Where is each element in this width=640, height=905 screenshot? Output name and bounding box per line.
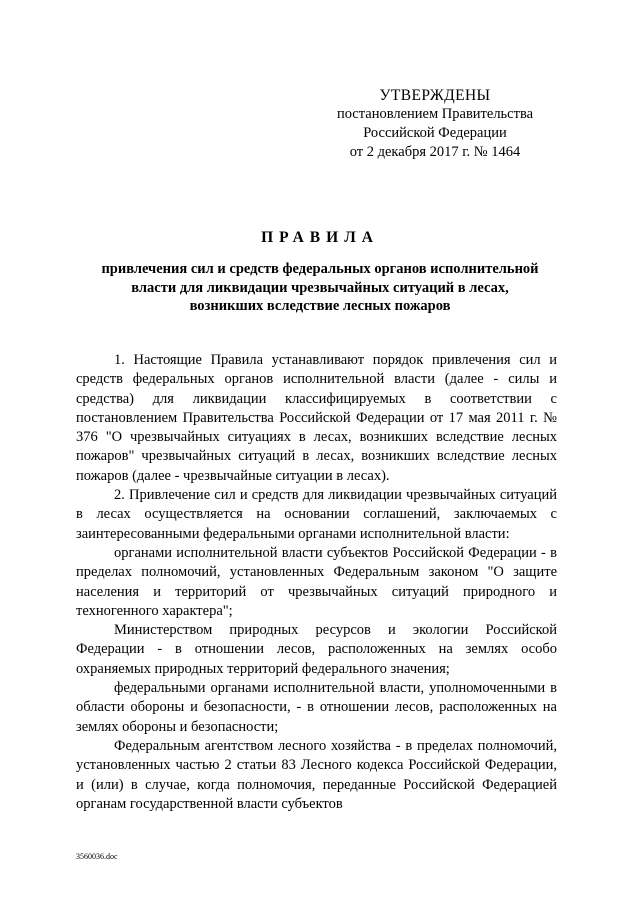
- approval-line-1: постановлением Правительства: [336, 106, 534, 122]
- paragraph-4: Министерством природных ресурсов и экологии Российской Федерации - в отношении лесов, расположенных на землях особо охраняемых природных территорий федерального значения;: [76, 622, 557, 677]
- document-subtitle: привлечения сил и средств федеральных органов исполнительной власти для ликвидации чрезвычайных ситуаций в лесах, возникших вследствие лесных пожаров: [101, 261, 539, 314]
- approval-stamp: УТВЕРЖДЕНЫ: [379, 87, 491, 104]
- approval-block: [325, 86, 545, 162]
- paragraph-2: 2. Привлечение сил и средств для ликвидации чрезвычайных ситуаций в лесах осуществляется на основании соглашений, заключаемых с заинтересованными федеральными органами исполнительной власти:: [76, 487, 557, 542]
- file-name-footer: 3560036.doc: [76, 852, 118, 861]
- approval-line-3: от 2 декабря 2017 г. № 1464: [349, 144, 521, 160]
- document-title: ПРАВИЛА: [261, 229, 379, 246]
- paragraph-5: федеральными органами исполнительной власти, уполномоченными в области обороны и безопасности, - в отношении лесов, расположенных на землях обороны и безопасности;: [76, 680, 557, 735]
- paragraph-6: Федеральным агентством лесного хозяйства - в пределах полномочий, установленных частью 2 статьи 83 Лесного кодекса Российской Федерации, и (или) в случае, когда полномочия, переданные Российской Федерацией органам государственной власти субъектов: [76, 737, 557, 812]
- approval-line-2: Российской Федерации: [363, 125, 507, 141]
- document-body: [76, 351, 557, 814]
- paragraph-1: 1. Настоящие Правила устанавливают порядок привлечения сил и средств федеральных органов исполнительной власти (далее - силы и средства) для ликвидации классифицируемых в соответствии с постановлением Правительства Российской Федерации от 17 мая 2011 г. № 376 "О чрезвычайных ситуациях в лесах, возникших вследствие лесных пожаров" чрезвычайных ситуаций в лесах, возникших вследствие лесных пожаров (далее - чрезвычайные ситуации в лесах).: [76, 352, 557, 484]
- paragraph-3: органами исполнительной власти субъектов Российской Федерации - в пределах полномочий, установленных Федеральным законом "О защите населения и территорий от чрезвычайных ситуаций природного и техногенного характера";: [76, 544, 557, 619]
